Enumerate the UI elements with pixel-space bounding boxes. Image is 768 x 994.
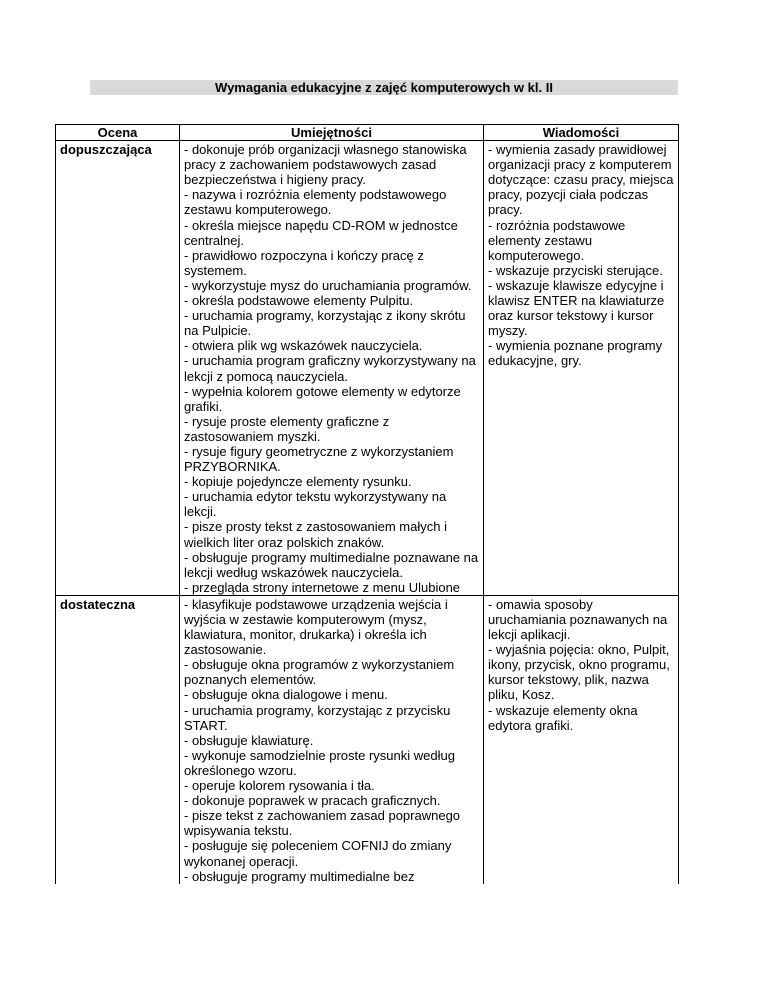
skill-item: - uruchamia edytor tekstu wykorzystywany na lekcji.: [184, 489, 447, 520]
skill-item: - określa podstawowe elementy Pulpitu.: [184, 293, 414, 309]
skill-item: - obsługuje programy multimedialne poznawane na lekcji według wskazówek nauczyciela.: [184, 549, 479, 580]
header-knowledge: Wiadomości: [484, 125, 679, 141]
skill-item: - obsługuje okna programów z wykorzystaniem poznanych elementów.: [184, 657, 455, 688]
skill-item: - uruchamia programy, korzystając z przycisku START.: [184, 702, 451, 733]
skill-item: - uruchamia programy, korzystając z ikony skrótu na Pulpicie.: [184, 308, 466, 339]
knowledge-cell: [484, 141, 679, 596]
knowledge-cell: [484, 595, 679, 883]
table-header-row: [56, 125, 679, 141]
knowledge-item: - omawia sposoby uruchamiania poznawanych na lekcji aplikacji.: [488, 596, 668, 643]
skill-item: - pisze prosty tekst z zastosowaniem małych i wielkich liter oraz polskich znaków.: [184, 519, 447, 550]
knowledge-item: - wskazuje elementy okna edytora grafiki.: [488, 702, 638, 733]
skill-item: - prawidłowo rozpoczyna i kończy pracę z systemem.: [184, 247, 424, 278]
skill-item: - obsługuje klawiaturę.: [184, 732, 314, 748]
skill-item: - kopiuje pojedyncze elementy rysunku.: [184, 474, 412, 490]
document-title: Wymagania edukacyjne z zajęć komputerowych w kl. II: [90, 80, 678, 95]
table-row-dopuszczajaca: [56, 141, 679, 596]
skill-item: - uruchamia program graficzny wykorzystywany na lekcji z pomocą nauczyciela.: [184, 353, 476, 384]
skill-item: - posługuje się poleceniem COFNIJ do zmiany wykonanej operacji.: [184, 838, 452, 869]
skills-cell: [180, 141, 484, 596]
knowledge-item: - wskazuje przyciski sterujące.: [488, 262, 663, 278]
skill-item: - wykonuje samodzielnie proste rysunki według określonego wzoru.: [184, 747, 455, 778]
skill-item: - rysuje proste elementy graficzne z zastosowaniem myszki.: [184, 413, 390, 444]
skill-item: - określa miejsce napędu CD-ROM w jednostce centralnej.: [184, 217, 458, 248]
skill-item: - klasyfikuje podstawowe urządzenia wejścia i wyjścia w zestawie komputerowym (mysz, klawiatura, monitor, drukarka) i określa ich zastosowanie.: [184, 596, 448, 658]
header-skills: Umiejętności: [180, 125, 484, 141]
skill-item: - operuje kolorem rysowania i tła.: [184, 778, 375, 794]
skill-item: - otwiera plik wg wskazówek nauczyciela.: [184, 338, 423, 354]
skill-item: - pisze tekst z zachowaniem zasad poprawnego wpisywania tekstu.: [184, 808, 461, 839]
skill-item: - nazywa i rozróżnia elementy podstawowego zestawu komputerowego.: [184, 187, 447, 218]
skill-item: - obsługuje programy multimedialne bez: [184, 868, 415, 884]
skill-item: - dokonuje prób organizacji własnego stanowiska pracy z zachowaniem podstawowych zasad bezpieczeństwa i higieny pracy.: [184, 142, 467, 188]
knowledge-item: - wyjaśnia pojęcia: okno, Pulpit, ikony, przycisk, okno programu, kursor tekstowy, plik, nazwa pliku, Kosz.: [488, 642, 670, 703]
skill-item: - dokonuje poprawek w pracach graficznych.: [184, 793, 441, 809]
knowledge-item: - wymienia poznane programy edukacyjne, gry.: [488, 338, 663, 369]
table-row-dostateczna: [56, 595, 679, 883]
grade-cell: dostateczna: [56, 595, 180, 883]
skill-item: - rysuje figury geometryczne z wykorzystaniem PRZYBORNIKA.: [184, 443, 454, 475]
grade-cell: dopuszczająca: [56, 141, 180, 596]
header-grade: Ocena: [56, 125, 180, 141]
skills-cell: [180, 595, 484, 883]
requirements-table: [55, 124, 679, 884]
skill-item: - wypełnia kolorem gotowe elementy w edytorze grafiki.: [184, 383, 461, 414]
skill-item: - obsługuje okna dialogowe i menu.: [184, 687, 388, 703]
knowledge-item: - wymienia zasady prawidłowej organizacji pracy z komputerem dotyczące: czasu pracy, miejsca pracy, pozycji ciała podczas pracy.: [488, 142, 674, 218]
knowledge-item: - rozróżnia podstawowe elementy zestawu komputerowego.: [488, 217, 626, 263]
skill-item: - wykorzystuje mysz do uruchamiania programów.: [184, 277, 472, 293]
skill-item: - przegląda strony internetowe z menu Ulubione: [184, 579, 461, 595]
knowledge-item: - wskazuje klawisze edycyjne i klawisz ENTER na klawiaturze oraz kursor tekstowy i kursor myszy.: [488, 277, 665, 339]
